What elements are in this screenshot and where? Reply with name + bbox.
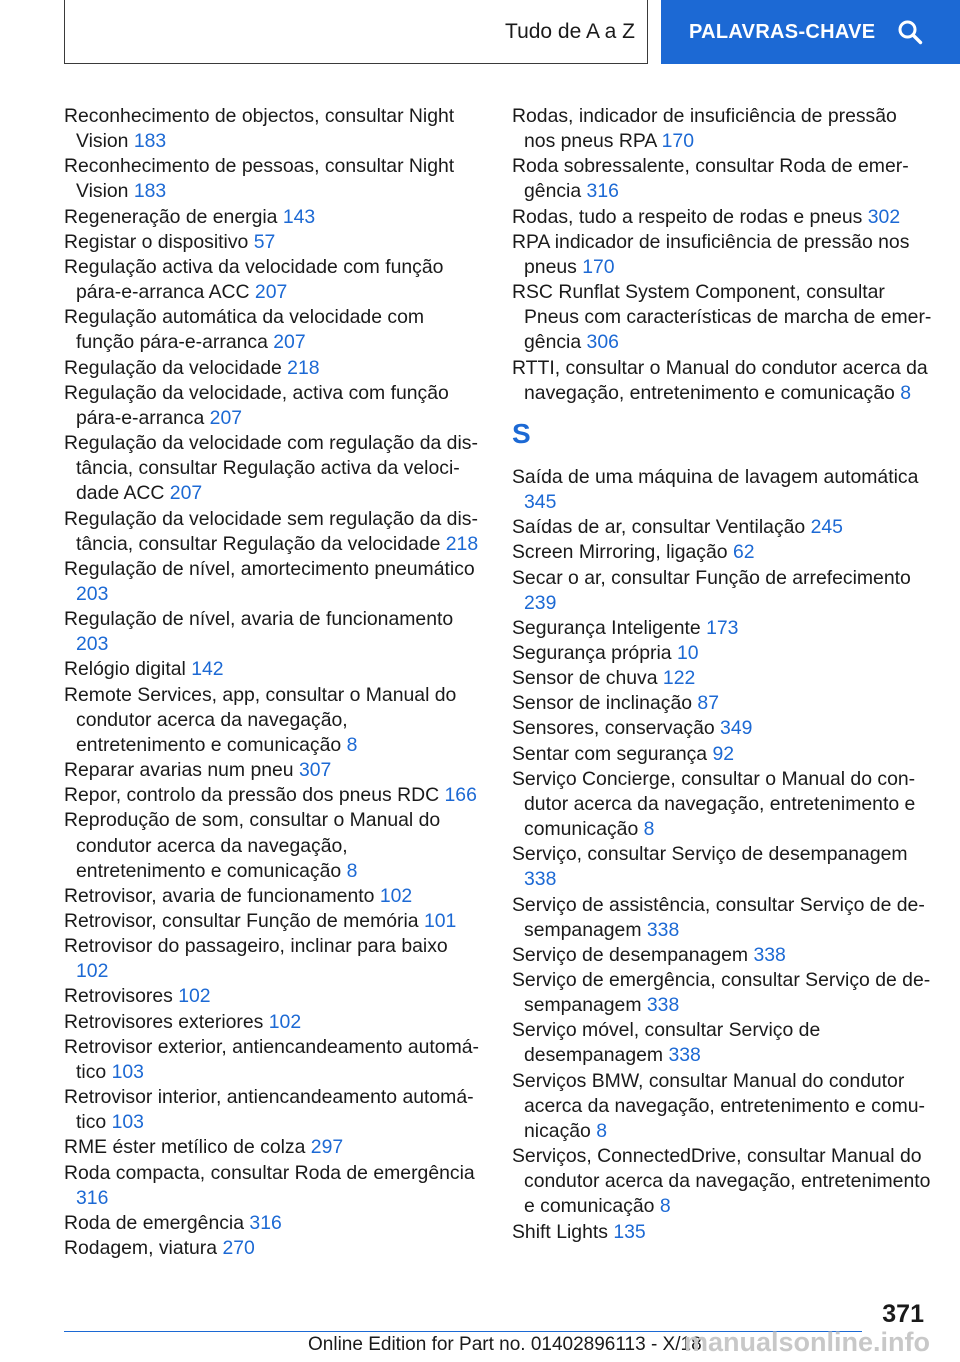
index-entry-text: Regulação da velocidade com regulação da distância, consultar Regulação activa da velocidade ACC <box>64 432 478 505</box>
index-entry-text: Serviços, ConnectedDrive, consultar Manual do condutor acerca da navegação, entretenimento e comunicação <box>512 1145 931 1218</box>
page-link[interactable]: 306 <box>586 331 619 354</box>
page-link[interactable]: 122 <box>662 667 696 690</box>
index-entry <box>512 742 932 767</box>
index-entry-text: Retrovisor, avaria de funcionamento <box>64 884 375 907</box>
index-entry <box>512 1220 932 1245</box>
page-link[interactable]: 103 <box>111 1060 144 1083</box>
index-entry <box>512 1069 932 1144</box>
index-entry <box>512 716 932 741</box>
page-link[interactable]: 316 <box>249 1211 282 1234</box>
page-link[interactable]: 57 <box>253 230 276 253</box>
index-entry <box>512 641 932 666</box>
page-link[interactable]: 8 <box>900 381 912 404</box>
page-link[interactable]: 170 <box>661 130 694 153</box>
index-entry <box>64 104 482 154</box>
index-entry <box>512 943 932 968</box>
index-entry-text: Retrovisor, consultar Função de memória <box>64 910 419 932</box>
index-entry-text: Regulação da velocidade <box>64 356 282 379</box>
page-number: 371 <box>882 1300 924 1328</box>
index-entry <box>64 683 482 758</box>
index-entry-text: Roda de emergência <box>64 1211 245 1234</box>
index-entry <box>512 465 932 515</box>
index-entry-text: Registar o dispositivo <box>64 230 249 253</box>
index-entry-text: Reparar avarias num pneu <box>64 759 294 782</box>
page-link[interactable]: 207 <box>209 406 243 429</box>
index-entry <box>512 616 932 641</box>
page-link[interactable]: 101 <box>423 910 457 932</box>
page-link[interactable]: 173 <box>706 616 739 639</box>
page-link[interactable]: 307 <box>298 759 332 782</box>
page-link[interactable]: 135 <box>613 1220 646 1243</box>
page-link[interactable]: 10 <box>676 641 699 664</box>
index-entry-text: Serviço Concierge, consultar o Manual do condutor acerca da navegação, entretenimento e comunicação <box>512 767 916 841</box>
page-link[interactable]: 203 <box>76 582 109 605</box>
section-letter: S <box>512 417 531 449</box>
page-link[interactable]: 207 <box>273 331 306 354</box>
index-entry-text: Remote Services, app, consultar o Manual do condutor acerca da navegação, entretenimento e comunicação <box>64 683 457 756</box>
page-link[interactable]: 203 <box>76 633 109 656</box>
index-entry <box>64 934 482 984</box>
index-entry-text: Regulação de nível, amortecimento pneumático <box>64 557 475 580</box>
index-entry-text: Retrovisor do passageiro, inclinar para baixo <box>64 935 448 958</box>
index-entry <box>64 783 482 808</box>
index-entry <box>64 808 482 883</box>
index-entry-text: Segurança própria <box>512 641 672 664</box>
index-entry-text: Sensores, conservação <box>512 717 715 740</box>
index-entry-text: Saídas de ar, consultar Ventilação <box>512 516 806 539</box>
index-entry <box>64 607 482 657</box>
index-entry-text: Sensor de inclinação <box>512 692 693 715</box>
index-entry <box>64 1211 482 1236</box>
page-link[interactable]: 170 <box>582 255 615 278</box>
page-link[interactable]: 103 <box>111 1111 144 1134</box>
section-tab-label: Tudo de A a Z <box>505 19 635 43</box>
index-entry-text: Regulação automática da velocidade com função pára-e-arranca <box>64 306 425 354</box>
index-entry-text: Serviços BMW, consultar Manual do condutor acerca da navegação, entretenimento e comunicação <box>512 1069 925 1142</box>
index-entry-text: Secar o ar, consultar Função de arrefecimento <box>512 566 911 589</box>
index-column-left <box>64 104 482 1261</box>
index-entry <box>64 205 482 230</box>
page-link[interactable]: 218 <box>445 532 479 555</box>
page-link[interactable]: 8 <box>346 733 358 756</box>
page-link[interactable]: 218 <box>287 356 320 379</box>
page-link[interactable]: 245 <box>810 516 843 539</box>
index-entry-text: Retrovisor exterior, antiencandeamento automático <box>64 1035 479 1083</box>
index-entry <box>512 893 932 943</box>
index-entry <box>64 1010 482 1035</box>
index-entry <box>64 909 482 934</box>
index-entry-text: Saída de uma máquina de lavagem automática <box>512 465 919 488</box>
search-icon[interactable] <box>897 19 923 45</box>
index-entry-text: Roda compacta, consultar Roda de emergência <box>64 1161 475 1184</box>
index-entry-text: Serviço de desempanagem <box>512 943 749 966</box>
page-link[interactable]: 207 <box>254 281 288 304</box>
index-entry-text: Regulação de nível, avaria de funcionamento <box>64 608 454 631</box>
page-link[interactable]: 338 <box>524 868 557 891</box>
index-entry <box>512 1144 932 1219</box>
index-entry-text: Serviço móvel, consultar Serviço de desempanagem <box>512 1019 821 1067</box>
index-entry <box>64 1035 482 1085</box>
index-entry-text: Serviço de assistência, consultar Serviço de desempanagem <box>512 893 925 941</box>
index-entry-text: Roda sobressalente, consultar Roda de emergência <box>512 155 909 203</box>
page-link[interactable]: 8 <box>659 1195 671 1218</box>
page-link[interactable]: 302 <box>867 205 901 228</box>
index-entry-text: Regulação activa da velocidade com função pára-e-arranca ACC <box>64 255 444 304</box>
index-entry-text: Sentar com segurança <box>512 742 708 765</box>
page-link[interactable]: 143 <box>282 205 316 228</box>
index-entry <box>512 104 932 154</box>
page-link[interactable]: 338 <box>753 943 786 966</box>
index-entry-text: Retrovisores exteriores <box>64 1010 264 1033</box>
index-entry-text: Rodas, indicador de insuficiência de pressão nos pneus RPA <box>512 105 897 153</box>
page-link[interactable]: 102 <box>268 1010 302 1033</box>
index-entry <box>64 305 482 355</box>
edition-text: Online Edition for Part no. 01402896113 - X/18 <box>308 1334 702 1355</box>
page-link[interactable]: 349 <box>720 717 753 740</box>
index-entry-text: RPA indicador de insuficiência de pressão nos pneus <box>512 230 910 278</box>
index-entry-text: RME éster metílico de colza <box>64 1136 306 1159</box>
page-link[interactable]: 8 <box>346 859 358 882</box>
page-link[interactable]: 207 <box>169 482 203 505</box>
index-entry-text: Rodas, tudo a respeito de rodas e pneus <box>512 205 863 228</box>
index-entry-text: Rodagem, viatura <box>64 1237 218 1260</box>
site-watermark: manualsonline.info <box>684 1327 931 1357</box>
index-entry-text: Sensor de chuva <box>512 667 658 690</box>
index-entry <box>512 566 932 616</box>
index-entry <box>512 205 932 230</box>
page-link[interactable]: 270 <box>222 1237 255 1260</box>
index-entry <box>64 1135 482 1160</box>
index-entry <box>64 255 482 305</box>
index-entry-text: Serviço, consultar Serviço de desempanagem <box>512 843 908 866</box>
index-entry-text: Retrovisor interior, antiencandeamento automático <box>64 1086 474 1134</box>
page-link[interactable]: 338 <box>668 1044 701 1067</box>
index-entry <box>512 842 932 892</box>
index-entry-text: Reconhecimento de pessoas, consultar Night Vision <box>64 155 455 203</box>
page-link[interactable]: 338 <box>646 918 680 941</box>
index-entry <box>64 557 482 607</box>
page-link[interactable]: 92 <box>712 742 735 765</box>
index-entry-text: Segurança Inteligente <box>512 616 701 639</box>
index-entry-text: Repor, controlo da pressão dos pneus RDC <box>64 784 440 807</box>
index-column-right <box>512 104 932 1245</box>
index-entry <box>64 1161 482 1211</box>
page-link[interactable]: 102 <box>379 884 413 907</box>
index-entry <box>512 515 932 540</box>
page-link[interactable]: 8 <box>643 818 655 841</box>
index-entry <box>512 691 932 716</box>
index-entry <box>512 1018 932 1068</box>
index-entry <box>512 666 932 691</box>
index-entry <box>64 507 482 557</box>
index-entry <box>64 657 482 682</box>
index-entry-text: Regeneração de energia <box>64 205 278 228</box>
index-entry <box>64 154 482 204</box>
page-link[interactable]: 87 <box>697 692 719 715</box>
index-entry <box>64 758 482 783</box>
index-entry <box>512 154 932 204</box>
page-link[interactable]: 297 <box>310 1136 344 1159</box>
index-entry-text: Screen Mirroring, ligação <box>512 541 728 564</box>
index-entry <box>512 968 932 1018</box>
index-entry <box>512 540 932 565</box>
index-group-s <box>512 465 932 1245</box>
page-link[interactable]: 345 <box>524 491 557 514</box>
index-entry-text: Relógio digital <box>64 658 186 681</box>
page-link[interactable]: 142 <box>191 658 224 681</box>
index-entry <box>512 230 932 280</box>
page-link[interactable]: 102 <box>178 985 211 1008</box>
index-entry <box>64 431 482 506</box>
keywords-tab[interactable] <box>661 0 960 64</box>
index-entry <box>512 356 932 406</box>
index-entry-text: Shift Lights <box>512 1220 608 1243</box>
index-entry <box>64 381 482 431</box>
page-link[interactable]: 166 <box>444 784 477 807</box>
page-link[interactable]: 316 <box>586 180 619 203</box>
index-entry-text: RTTI, consultar o Manual do condutor acerca da navegação, entretenimento e comunicação <box>512 356 928 404</box>
index-entry <box>512 280 932 355</box>
index-entry-text: Regulação da velocidade, activa com função pára-e-arranca <box>64 381 449 429</box>
index-entry-text: Serviço de emergência, consultar Serviço de desempanagem <box>512 969 931 1017</box>
page-link[interactable]: 62 <box>732 541 755 564</box>
section-tab[interactable] <box>64 0 648 64</box>
index-entry-text: Regulação da velocidade sem regulação da distância, consultar Regulação da velocidade <box>64 507 478 555</box>
index-entry-text: Reprodução de som, consultar o Manual do condutor acerca da navegação, entretenimento e comunicação <box>64 809 441 882</box>
index-entry <box>64 1085 482 1135</box>
page-link[interactable]: 239 <box>524 591 557 614</box>
index-entry-text: Retrovisores <box>64 985 173 1008</box>
index-entry-text: Reconhecimento de objectos, consultar Night Vision <box>64 105 455 153</box>
page-link[interactable]: 8 <box>596 1119 608 1142</box>
index-group-r <box>512 104 932 406</box>
page-link[interactable]: 102 <box>76 960 109 983</box>
index-entry <box>64 884 482 909</box>
page-link[interactable]: 183 <box>133 130 167 153</box>
index-entry <box>64 230 482 255</box>
index-entry <box>64 1236 482 1261</box>
page-link[interactable]: 183 <box>133 180 167 203</box>
page-link[interactable]: 338 <box>646 994 680 1017</box>
index-entry <box>64 984 482 1009</box>
keywords-tab-label: PALAVRAS-CHAVE <box>689 20 876 43</box>
index-entry <box>64 356 482 381</box>
index-entry-text: RSC Runflat System Component, consultar Pneus com características de marcha de emergência <box>512 281 932 354</box>
index-entry <box>512 767 932 842</box>
page-link[interactable]: 316 <box>76 1186 109 1209</box>
